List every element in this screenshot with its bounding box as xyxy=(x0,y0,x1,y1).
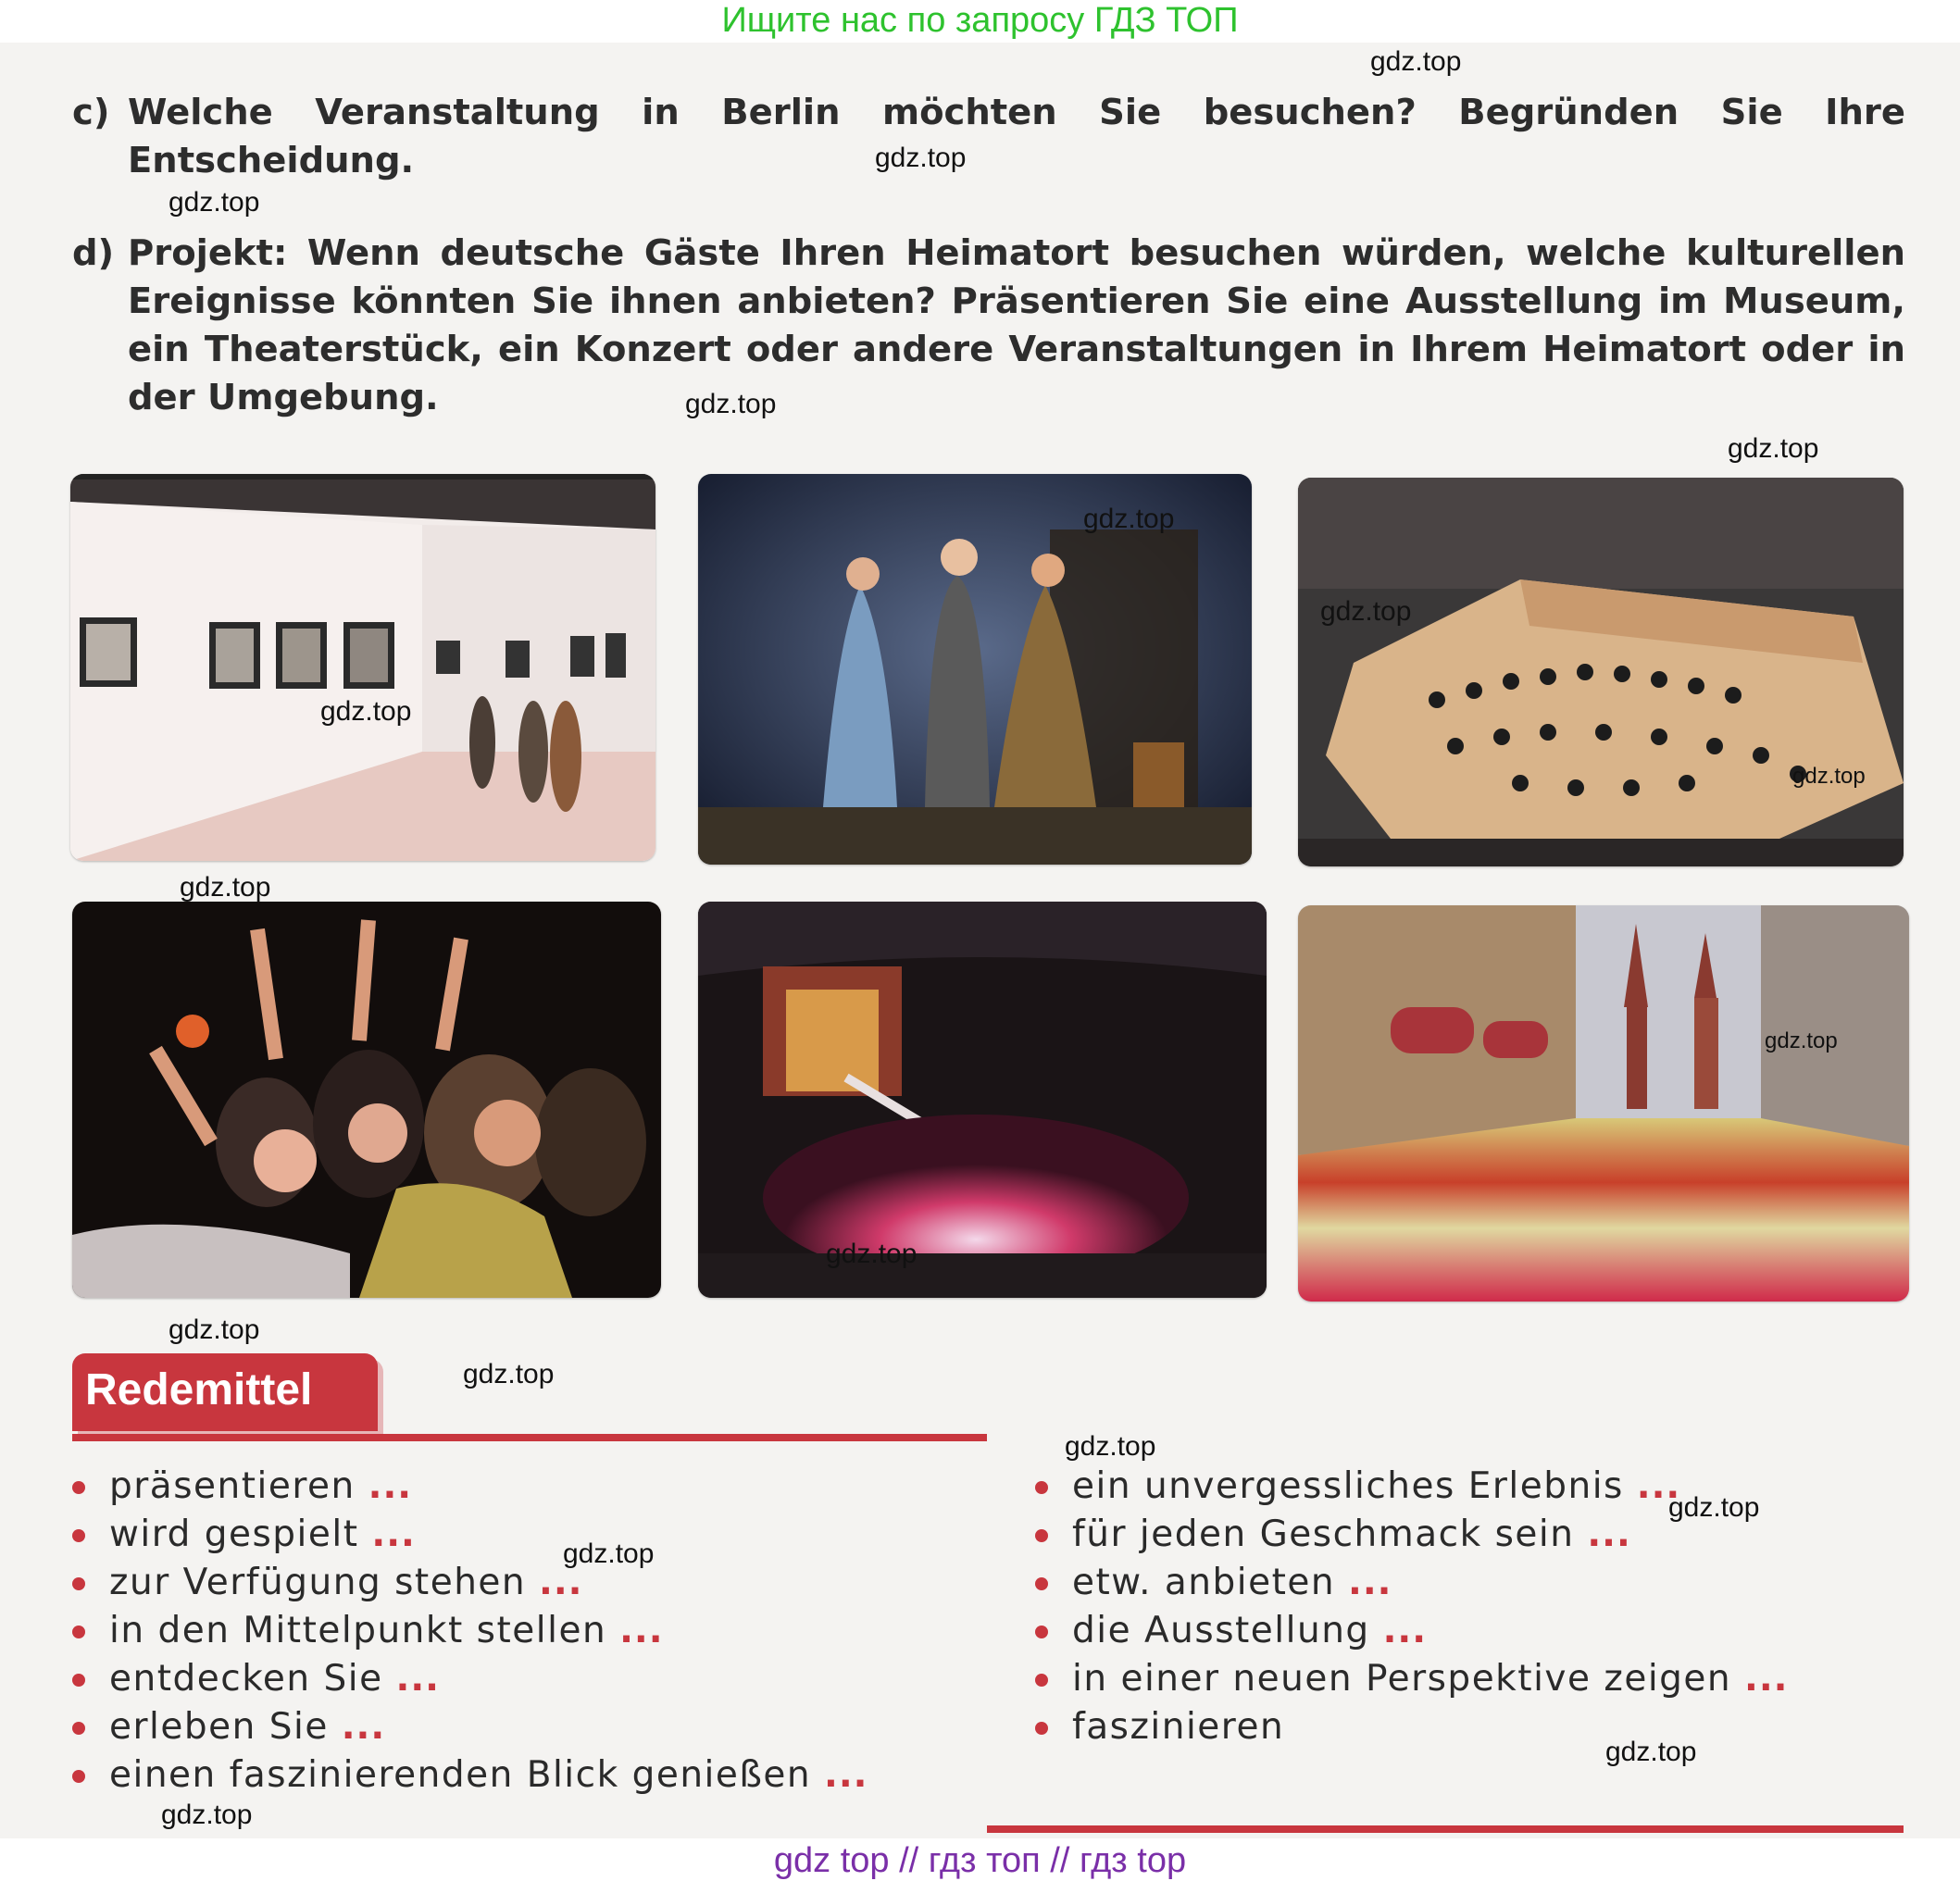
watermark: gdz.top xyxy=(685,389,777,419)
bullet-icon xyxy=(72,1529,85,1542)
bullet-icon xyxy=(72,1722,85,1735)
redemittel-divider-bottom xyxy=(987,1825,1904,1833)
watermark: gdz.top xyxy=(169,1314,260,1345)
list-item: die Ausstellung ... xyxy=(1035,1607,1789,1655)
photo-circus-arena xyxy=(698,902,1267,1298)
photo-city-flower-festival xyxy=(1298,905,1909,1302)
watermark: gdz.top xyxy=(826,1239,918,1269)
watermark: gdz.top xyxy=(1065,1431,1156,1462)
task-d-text: Projekt: Wenn deutsche Gäste Ihren Heimatort besuchen würden, welche kulturellen Ereignisse könnten Sie ihnen anbieten? Präsentieren Sie eine Ausstellung im Museum, ein Theaterstück, ein Konzert oder andere Veranstaltungen in Ihrem Heimatort oder in der Umgebung. xyxy=(128,232,1905,418)
list-item: wird gespielt ... xyxy=(72,1511,868,1559)
watermark: gdz.top xyxy=(875,143,967,173)
bullet-icon xyxy=(1035,1529,1048,1542)
watermark: gdz.top xyxy=(1728,433,1819,464)
photo-rock-concert-crowd xyxy=(72,902,661,1298)
watermark: gdz.top xyxy=(1320,596,1412,627)
list-item: etw. anbieten ... xyxy=(1035,1559,1789,1607)
task-d-label: d) xyxy=(72,232,115,274)
task-d xyxy=(72,230,1905,422)
watermark: gdz.top xyxy=(1792,764,1866,789)
watermark: gdz.top xyxy=(1083,504,1175,534)
watermark: gdz.top xyxy=(563,1538,655,1569)
bullet-icon xyxy=(72,1626,85,1638)
watermark: gdz.top xyxy=(1370,46,1462,77)
list-item: entdecken Sie ... xyxy=(72,1655,868,1703)
bullet-icon xyxy=(72,1481,85,1494)
footer-links: gdz top // гдз топ // гдз top xyxy=(773,1841,1187,1880)
task-c-text: Welche Veranstaltung in Berlin möchten Sie besuchen? Begründen Sie Ihre Entscheidung. xyxy=(128,92,1905,181)
watermark: gdz.top xyxy=(1765,1028,1838,1053)
list-item: präsentieren ... xyxy=(72,1463,868,1511)
watermark: gdz.top xyxy=(169,187,260,218)
bullet-icon xyxy=(72,1577,85,1590)
redemittel-title: Redemittel xyxy=(85,1365,313,1414)
bullet-icon xyxy=(1035,1577,1048,1590)
list-item: für jeden Geschmack sein ... xyxy=(1035,1511,1789,1559)
photo-concert-orchestra xyxy=(1298,478,1904,866)
bullet-icon xyxy=(72,1770,85,1783)
bullet-icon xyxy=(1035,1626,1048,1638)
photo-museum-exhibition xyxy=(70,474,655,861)
list-item: in einer neuen Perspektive zeigen ... xyxy=(1035,1655,1789,1703)
list-item: zur Verfügung stehen ... xyxy=(72,1559,868,1607)
bullet-icon xyxy=(1035,1481,1048,1494)
list-item: in den Mittelpunkt stellen ... xyxy=(72,1607,868,1655)
redemittel-divider-top xyxy=(72,1434,987,1441)
watermark: gdz.top xyxy=(161,1800,253,1830)
watermark: gdz.top xyxy=(463,1359,555,1389)
list-item: erleben Sie ... xyxy=(72,1703,868,1751)
watermark: gdz.top xyxy=(180,872,271,903)
top-banner: Ищите нас по запросу ГДЗ ТОП xyxy=(721,1,1239,40)
watermark: gdz.top xyxy=(1605,1737,1697,1767)
bullet-icon xyxy=(72,1674,85,1687)
list-item: ein unvergessliches Erlebnis ... xyxy=(1035,1463,1789,1511)
bullet-icon xyxy=(1035,1722,1048,1735)
redemittel-left-list xyxy=(72,1463,868,1800)
task-c xyxy=(72,89,1905,185)
redemittel-header xyxy=(72,1353,378,1431)
task-c-label: c) xyxy=(72,92,110,133)
bullet-icon xyxy=(1035,1674,1048,1687)
list-item: einen faszinierenden Blick genießen ... xyxy=(72,1751,868,1800)
list-item: faszinieren xyxy=(1035,1703,1789,1751)
watermark: gdz.top xyxy=(1668,1492,1760,1523)
watermark: gdz.top xyxy=(320,696,412,727)
